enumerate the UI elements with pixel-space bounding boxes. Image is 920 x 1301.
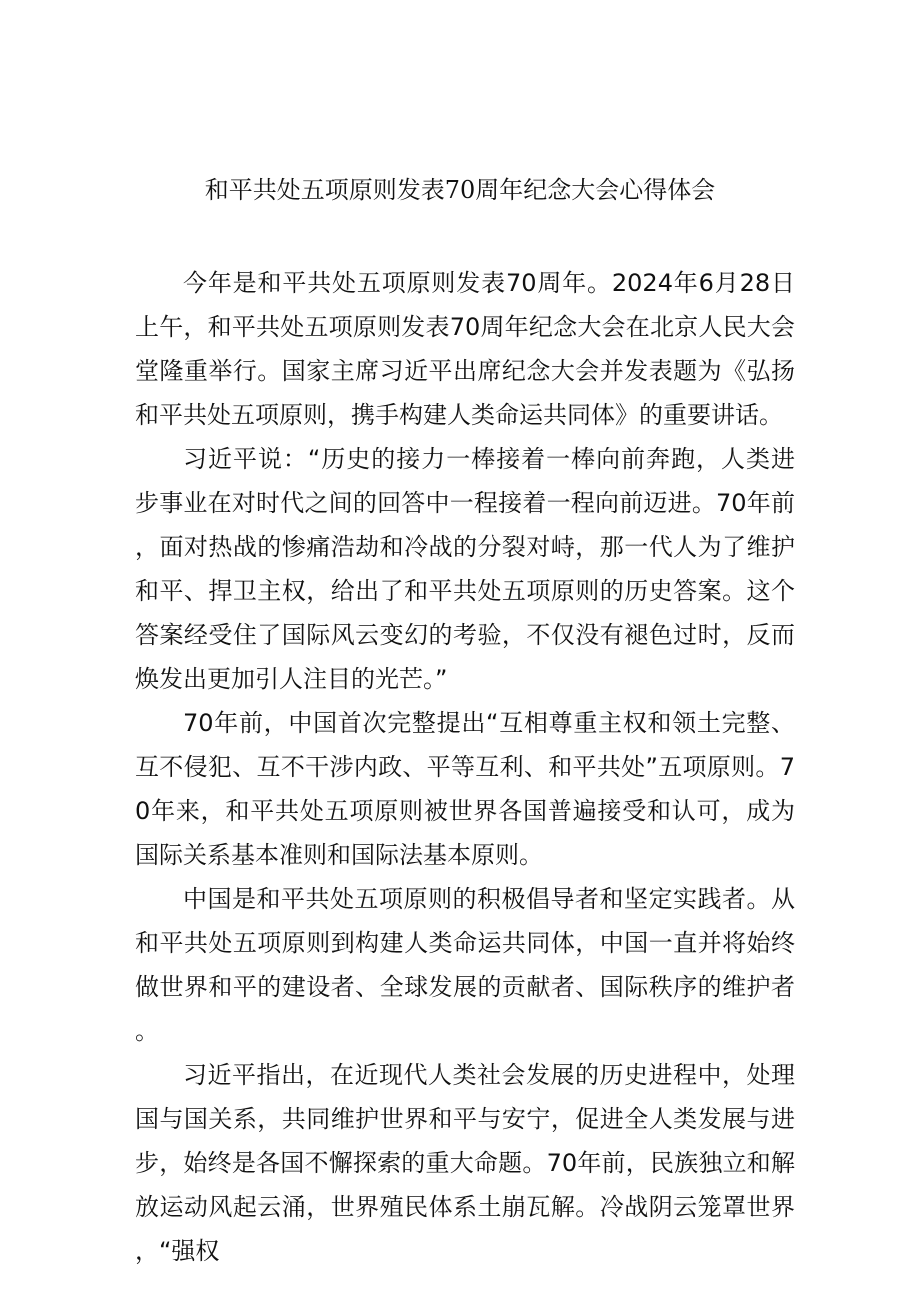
document-title: 和平共处五项原则发表70周年纪念大会心得体会 xyxy=(204,176,716,204)
document-body xyxy=(135,261,795,1273)
paragraph-2: 习近平说：“历史的接力一棒接着一棒向前奔跑，人类进步事业在对时代之间的回答中一程接着一程向前迈进。70年前，面对热战的惨痛浩劫和冷战的分裂对峙，那一代人为了维护和平、捍卫主权，给出了和平共处五项原则的历史答案。这个答案经受住了国际风云变幻的考验，不仅没有褪色过时，反而焕发出更加引人注目的光芒。” xyxy=(135,445,795,693)
paragraph-5: 习近平指出，在近现代人类社会发展的历史进程中，处理国与国关系，共同维护世界和平与安宁，促进全人类发展与进步，始终是各国不懈探索的重大命题。70年前，民族独立和解放运动风起云涌，世界殖民体系土崩瓦解。冷战阴云笼罩世界，“强权 xyxy=(135,1061,795,1265)
paragraph-4: 中国是和平共处五项原则的积极倡导者和坚定实践者。从和平共处五项原则到构建人类命运共同体，中国一直并将始终做世界和平的建设者、全球发展的贡献者、国际秩序的维护者。 xyxy=(135,885,795,1045)
paragraph-1: 今年是和平共处五项原则发表70周年。2024年6月28日上午，和平共处五项原则发表70周年纪念大会在北京人民大会堂隆重举行。国家主席习近平出席纪念大会并发表题为《弘扬和平共处五项原则，携手构建人类命运共同体》的重要讲话。 xyxy=(135,269,795,429)
paragraph-3: 70年前，中国首次完整提出“互相尊重主权和领土完整、互不侵犯、互不干涉内政、平等互利、和平共处”五项原则。70年来，和平共处五项原则被世界各国普遍接受和认可，成为国际关系基本准则和国际法基本原则。 xyxy=(135,709,795,869)
